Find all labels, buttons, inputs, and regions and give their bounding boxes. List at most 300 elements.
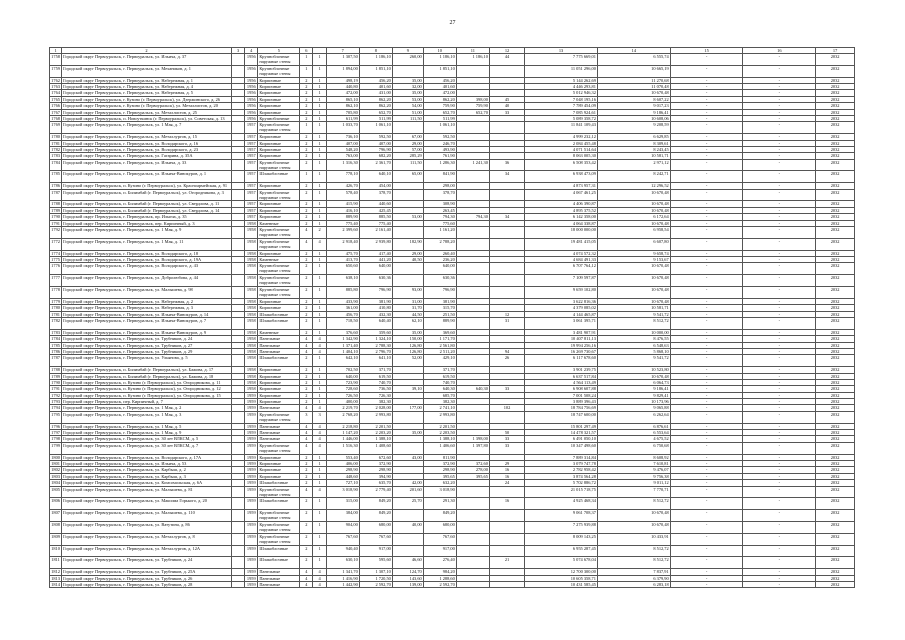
total-area-cell: 406,00 <box>326 461 359 467</box>
wall-material-cell <box>258 521 300 533</box>
completion-year-cell: 2032 <box>816 96 855 102</box>
floors-cell: 4 <box>300 569 313 575</box>
wall-material-text: Крупноблочные <box>259 238 290 244</box>
completion-year-cell: 2032 <box>816 348 855 354</box>
wall-material-text: Крупноблочные <box>259 287 290 292</box>
total-area-cell: 865,10 <box>326 96 359 102</box>
completion-year-cell: 2032 <box>816 171 855 183</box>
unit-cost-cell: 6 629,85 <box>597 134 670 140</box>
address-cell: Городской округ Первоуральск, г. Первоуральск, ул. 1 Мая, д. 5 <box>62 423 232 429</box>
wall-material-cell <box>258 263 300 275</box>
year-cell: 1959 <box>245 392 258 398</box>
total-cost-cell: 12 700 300,00 <box>525 569 598 575</box>
header-cell: 4 <box>245 48 258 54</box>
floors-cell: 2 <box>300 220 313 226</box>
blank-cell <box>231 238 244 250</box>
residential-area-cell: 378,70 <box>423 189 456 201</box>
floors-cell: 2 <box>300 454 313 460</box>
unit-cost-cell: 10 670,48 <box>597 90 670 96</box>
address-cell: Городской округ Первоуральск, г. Первоуральск, ул. Ульянова, д. 5 <box>62 355 232 367</box>
unit-cost-cell: 5 868,10 <box>597 348 670 354</box>
completion-year-cell: 2032 <box>816 298 855 304</box>
wall-material-text: Панельные <box>259 569 281 575</box>
wall-material-text: Кирпичные <box>259 454 282 460</box>
common-area-cell <box>392 275 423 287</box>
row-number-cell: 1758 <box>50 54 62 66</box>
year-cell: 1958 <box>245 367 258 373</box>
total-cost-cell: 5 012 946,32 <box>525 90 598 96</box>
total-cost-cell: 10 605 358,71 <box>525 575 598 581</box>
total-area-cell: 472,00 <box>326 90 359 96</box>
total-cost-cell: 11 051 296,00 <box>525 65 598 77</box>
year-cell: 1957 <box>245 207 258 213</box>
total-area-cell: 456,70 <box>326 311 359 317</box>
living-area-cell: 2 361,70 <box>359 159 392 171</box>
dash-mark: - <box>778 329 781 335</box>
total-area-cell: 1 316,30 <box>326 159 359 171</box>
year-cell: 1957 <box>245 153 258 159</box>
address-cell: Городской округ Первоуральск, г. Первоуральск, ул. Добролюбова, д. 44 <box>62 275 232 287</box>
wall-material-text: Кирпичные <box>259 109 282 115</box>
residential-area-cell: 381,90 <box>423 298 456 304</box>
completion-year-cell: 2032 <box>816 461 855 467</box>
address-cell: Городской округ Первоуральск, г. Первоуральск, ул. Малышева, д. 110 <box>62 510 232 522</box>
completion-year-cell: 2032 <box>816 423 855 429</box>
private-area-cell: 794,30 <box>456 214 489 220</box>
row-number-cell: 1809 <box>50 533 62 545</box>
extra-cell <box>670 159 743 171</box>
completion-year-cell: 2032 <box>816 305 855 311</box>
completion-year-cell: 2032 <box>816 336 855 342</box>
residents-cell: 16 <box>489 473 524 479</box>
total-cost-cell: 18 784 756,69 <box>525 405 598 411</box>
unit-cost-cell: 4 675,52 <box>597 436 670 442</box>
year-cell: 1957 <box>245 159 258 171</box>
blank-cell <box>231 581 244 587</box>
entrances-cell: 1 <box>313 122 326 134</box>
dash-mark: - <box>778 317 781 323</box>
header-cell: 9 <box>392 48 423 54</box>
completion-year-cell: 2032 <box>816 342 855 348</box>
common-area-cell: 126,80 <box>392 342 423 348</box>
residential-area-cell: 592,50 <box>423 134 456 140</box>
total-area-cell: 1 404,10 <box>326 348 359 354</box>
dash-mark: - <box>778 533 781 539</box>
total-area-cell: 2 219,70 <box>326 405 359 411</box>
table-row <box>50 263 855 275</box>
row-number-cell: 1772 <box>50 238 62 250</box>
wall-material-text: Кирпичные <box>259 473 282 479</box>
living-area-cell: 652,70 <box>359 109 392 115</box>
private-area-cell <box>456 171 489 183</box>
floors-cell: 2 <box>300 545 313 557</box>
living-area-cell: 641,10 <box>359 355 392 367</box>
floors-cell: 2 <box>300 201 313 207</box>
residential-area-cell: 1 161,20 <box>423 227 456 239</box>
dash-mark: - <box>705 183 708 189</box>
year-cell: 1959 <box>245 575 258 581</box>
private-area-cell: 395,65 <box>456 473 489 479</box>
completion-year-cell: 2032 <box>816 399 855 405</box>
extra-cell <box>670 122 743 134</box>
residents-cell: 102 <box>489 405 524 411</box>
wall-material-text: Каменные <box>259 220 279 226</box>
extra-cell <box>743 227 816 239</box>
total-cost-cell: 3 622 816,36 <box>525 298 598 304</box>
row-number-cell: 1769 <box>50 122 62 134</box>
residents-cell <box>489 411 524 423</box>
address-cell: Городской округ Первоуральск, п. Билимбай (г. Первоуральск), ул. Свердлова, д. 14 <box>62 207 232 213</box>
table-row <box>50 287 855 299</box>
year-cell: 1958 <box>245 305 258 311</box>
total-cost-cell: 19 481 415,05 <box>525 238 598 250</box>
entrances-cell: 1 <box>313 287 326 299</box>
total-area-cell: 640,00 <box>326 373 359 379</box>
address-cell: Городской округ Первоуральск, г. Первоуральск, ул. Карбыш, д. 2 <box>62 467 232 473</box>
unit-cost-cell: 8 512,72 <box>597 498 670 510</box>
dash-mark: - <box>778 263 781 269</box>
blank-cell <box>231 263 244 275</box>
private-area-cell <box>456 355 489 367</box>
address-cell: Городской округ Первоуральск, г. Первоуральск, ул. 1 Мая, д. 7 <box>62 122 232 134</box>
completion-year-cell: 2032 <box>816 480 855 486</box>
address-cell: Городской округ Первоуральск, г. Первоуральск, ул. Ильича, д. 53 <box>62 461 232 467</box>
total-cost-cell: 7 048 195,16 <box>525 96 598 102</box>
common-area-cell <box>392 442 423 454</box>
floors-cell: 2 <box>300 140 313 146</box>
living-area-cell: 431,00 <box>359 90 392 96</box>
living-area-cell: 849,20 <box>359 510 392 522</box>
row-number-cell: 1793 <box>51 399 60 405</box>
wall-material-cell <box>258 581 300 587</box>
residential-area-cell: 775,60 <box>423 220 456 226</box>
row-number-cell: 1780 <box>51 134 60 140</box>
year-cell: 1959 <box>245 521 258 533</box>
residential-area-cell: 889,90 <box>423 317 456 329</box>
wall-material-text: Каменные <box>259 329 279 335</box>
private-area-cell <box>456 545 489 557</box>
wall-material-text: Крупноблочные <box>259 65 290 71</box>
address-cell: Городской округ Первоуральск, г. Первоуральск, ул. Трубников, д. 25А <box>62 569 232 575</box>
address-cell: Городской округ Первоуральск, п. Кузино (г. Первоуральск), ул. Огородникова, д. 12 <box>62 386 232 392</box>
completion-year-cell: 2032 <box>816 329 855 335</box>
total-cost-cell: 4 406 390,87 <box>525 201 598 207</box>
address-cell: Городской округ Первоуральск, г. Первоуральск, ул. 1 Мая, д. 11 <box>62 238 232 250</box>
total-cost-cell: 21 015 718,75 <box>525 486 598 498</box>
extra-cell <box>743 275 816 287</box>
row-number-cell: 1801 <box>51 461 60 467</box>
blank-cell <box>231 510 244 522</box>
wall-material-text: Шлакоблочные <box>259 498 288 504</box>
total-area-cell: 718,50 <box>326 317 359 329</box>
residents-cell: 36 <box>489 159 524 171</box>
total-area-cell: 723,90 <box>326 379 359 385</box>
common-area-cell: 182,90 <box>392 238 423 250</box>
living-area-cell: 592,50 <box>359 134 392 140</box>
total-area-cell: 384,00 <box>326 510 359 522</box>
residential-area-cell: 3 018,90 <box>423 486 456 498</box>
year-cell: 1957 <box>245 201 258 207</box>
dash-mark: - <box>778 373 781 379</box>
total-area-cell: 778,10 <box>326 171 359 183</box>
total-cost-cell: 14 478 321,57 <box>525 430 598 436</box>
completion-year-cell: 2032 <box>816 220 855 226</box>
entrances-cell: 1 <box>313 557 326 569</box>
entrances-cell: 1 <box>313 317 326 329</box>
address-cell: Городской округ Первоуральск, г. Первоуральск, ул. Гагарина, д. 35А <box>62 153 232 159</box>
floors-cell: 2 <box>300 109 313 115</box>
header-cell: 1 <box>50 48 62 54</box>
total-area-cell: 642,10 <box>326 355 359 367</box>
address-cell: Городской округ Первоуральск, г. Первоуральск, ул. Володарского, д. 43 <box>62 263 232 275</box>
address-cell: Городской округ Первоуральск, п. Билимбай (г. Первоуральск), ул. Бажова, д. 17 <box>62 367 232 373</box>
row-number-cell: 1806 <box>50 498 62 510</box>
floors-cell: 4 <box>300 405 313 411</box>
living-area-cell: 1 408,60 <box>359 442 392 454</box>
total-cost-cell: 4 895 375,52 <box>525 207 598 213</box>
address-cell: Городской округ Первоуральск, п. Кузино (г. Первоуральск), ул. Огородникова, д. 15 <box>62 392 232 398</box>
floors-cell: 2 <box>300 461 313 467</box>
common-area-cell: 32,00 <box>392 83 423 89</box>
header-cell: 12 <box>489 48 524 54</box>
year-cell: 1956 <box>245 83 258 89</box>
residential-area-cell: 372,90 <box>423 461 456 467</box>
header-cell: 5 <box>258 48 300 54</box>
extra-cell <box>743 411 816 423</box>
completion-year-cell: 2032 <box>816 557 855 569</box>
living-area-cell: 432,30 <box>359 311 392 317</box>
dash-mark: - <box>778 480 781 486</box>
unit-cost-cell: 8 309,61 <box>597 140 670 146</box>
address-cell: Городской округ Первоуральск, г. Первоуральск, ул. Володарского, д. 19А <box>62 257 232 263</box>
blank-cell <box>231 486 244 498</box>
unit-cost-cell: 10 000,00 <box>597 329 670 335</box>
row-number-cell: 1798 <box>51 436 60 442</box>
unit-cost-cell: 10 670,48 <box>597 263 670 275</box>
living-area-cell: 378,70 <box>359 189 392 201</box>
wall-material-note: наружные стены <box>259 268 291 274</box>
dash-mark: - <box>705 461 708 467</box>
unit-cost-cell: 2 971,12 <box>597 159 670 171</box>
unit-cost-cell: 10 173,96 <box>597 399 670 405</box>
total-area-cell: 650,60 <box>326 263 359 275</box>
total-cost-cell: 5 074 678,04 <box>525 557 598 569</box>
entrances-cell: 4 <box>313 569 326 575</box>
living-area-cell: 1 307,10 <box>359 569 392 575</box>
extra-cell <box>743 498 816 510</box>
address-cell: Городской округ Первоуральск, г. Первоуральск, ул. Комсомольская, д. 6А <box>62 480 232 486</box>
residential-area-cell: 1 061,10 <box>423 122 456 134</box>
blank-cell <box>231 54 244 66</box>
private-area-cell <box>456 521 489 533</box>
unit-cost-cell: 6 607,80 <box>597 238 670 250</box>
floors-cell: 4 <box>300 342 313 348</box>
residential-area-cell: 794,30 <box>423 214 456 220</box>
total-area-cell: 407,00 <box>326 140 359 146</box>
wall-material-cell <box>258 287 300 299</box>
entrances-cell: 4 <box>313 405 326 411</box>
residents-cell: 26 <box>489 355 524 367</box>
total-cost-cell: 6 955 287,45 <box>525 545 598 557</box>
total-area-cell: 630,10 <box>326 557 359 569</box>
wall-material-text: Крупноблочные <box>259 189 290 195</box>
wall-material-cell <box>258 510 300 522</box>
dash-mark: - <box>778 183 781 189</box>
dash-mark: - <box>778 348 781 354</box>
total-area-cell: 376,60 <box>326 329 359 335</box>
extra-cell <box>670 54 743 66</box>
private-area-cell <box>456 263 489 275</box>
living-area-cell: 511,99 <box>359 115 392 121</box>
wall-material-text: Крупноблочные <box>259 122 290 128</box>
year-cell: 1957 <box>245 171 258 183</box>
blank-cell <box>231 498 244 510</box>
living-area-cell: 775,40 <box>359 220 392 226</box>
living-area-cell: 454,00 <box>359 183 392 189</box>
entrances-cell: 1 <box>313 379 326 385</box>
common-area-cell <box>392 122 423 134</box>
header-cell: 17 <box>816 48 855 54</box>
residential-area-cell: 680,00 <box>423 521 456 533</box>
year-cell: 1958 <box>245 298 258 304</box>
common-area-cell: 65,00 <box>392 171 423 183</box>
completion-year-cell: 2032 <box>816 257 855 263</box>
address-cell: Городской округ Первоуральск, г. Первоуральск, ул. Металлургов, д. 15 <box>62 134 232 140</box>
living-area-cell: 640,10 <box>359 171 392 183</box>
extra-cell <box>670 275 743 287</box>
completion-year-cell: 2032 <box>816 122 855 134</box>
floors-cell: 2 <box>300 467 313 473</box>
wall-material-text: Кирпичные <box>259 96 282 102</box>
dash-mark: - <box>778 510 781 516</box>
common-area-cell: 35,00 <box>392 90 423 96</box>
row-number-cell: 1785 <box>50 171 62 183</box>
entrances-cell: 4 <box>313 336 326 342</box>
unit-cost-cell: 7 770,71 <box>597 486 670 498</box>
wall-material-text: Крупноблочные <box>259 486 290 492</box>
floors-cell: 2 <box>300 379 313 385</box>
row-number-cell: 1791 <box>51 220 60 226</box>
floors-cell: 2 <box>300 305 313 311</box>
living-area-cell: 619,50 <box>359 373 392 379</box>
address-cell: Городской округ Первоуральск, г. Первоуральск, ул. Набережная, д. 3 <box>62 305 232 311</box>
year-cell: 1956 <box>245 109 258 115</box>
completion-year-cell: 2032 <box>816 238 855 250</box>
dash-mark: - <box>778 581 781 587</box>
unit-cost-cell: 10 581,71 <box>597 153 670 159</box>
living-area-cell: 796,90 <box>359 146 392 152</box>
unit-cost-cell: 8 607,22 <box>597 96 670 102</box>
address-cell: Городской округ Первоуральск, г. Первоуральск, ул. Малышева, д. 98 <box>62 287 232 299</box>
living-area-cell: 1 186,10 <box>359 54 392 66</box>
residential-area-cell: 263,45 <box>423 207 456 213</box>
year-cell: 1959 <box>245 545 258 557</box>
blank-cell <box>231 557 244 569</box>
wall-material-text: Шлакоблочные <box>259 557 288 563</box>
total-cost-cell: 5 702 886,72 <box>525 480 598 486</box>
floors-cell: 2 <box>300 115 313 121</box>
wall-material-text: Панельные <box>259 575 281 581</box>
total-area-cell: 1 442,90 <box>326 581 359 587</box>
residential-area-cell: 382,30 <box>423 399 456 405</box>
completion-year-cell: 2032 <box>816 103 855 109</box>
unit-cost-cell: 10 608,06 <box>597 115 670 121</box>
year-cell: 1956 <box>245 65 258 77</box>
residential-area-cell: 291,30 <box>423 498 456 510</box>
wall-material-text: Панельные <box>259 336 281 342</box>
residential-area-cell: 246,70 <box>423 140 456 146</box>
row-number-cell: 1778 <box>50 287 62 299</box>
total-cost-cell: 4 074 572,32 <box>525 250 598 256</box>
row-number-cell: 1780 <box>51 305 60 311</box>
residents-cell: 34 <box>489 171 524 183</box>
unit-cost-cell: 8 512,72 <box>597 545 670 557</box>
floors-cell: 4 <box>300 348 313 354</box>
total-area-cell: 1 416,90 <box>326 575 359 581</box>
floors-cell: 2 <box>300 311 313 317</box>
wall-material-text: Кирпичные <box>259 90 282 96</box>
address-cell: Городской округ Первоуральск, г. Первоуральск, ул. Володарского, д. 17А <box>62 454 232 460</box>
floors-cell: 2 <box>300 498 313 510</box>
completion-year-cell: 2032 <box>816 436 855 442</box>
year-cell: 1957 <box>245 122 258 134</box>
total-cost-cell: 2 084 455,48 <box>525 140 598 146</box>
address-cell: Городской округ Первоуральск, г. Первоуральск, ул. Трубников, д. 24 <box>62 336 232 342</box>
extra-cell <box>670 355 743 367</box>
entrances-cell: 1 <box>313 214 326 220</box>
residential-area-cell: 1 171,70 <box>423 336 456 342</box>
year-cell: 1959 <box>245 399 258 405</box>
unit-cost-cell: 9 829,41 <box>597 392 670 398</box>
floors-cell: 1 <box>300 54 313 66</box>
completion-year-cell: 2032 <box>816 498 855 510</box>
wall-material-note: наружные стены <box>259 194 291 200</box>
total-area-cell: 727,10 <box>326 480 359 486</box>
wall-material-text: Кирпичные <box>259 183 282 189</box>
dash-mark: - <box>705 399 708 405</box>
dash-mark: - <box>705 263 708 269</box>
residential-area-cell: 456,20 <box>423 77 456 83</box>
year-cell: 1959 <box>245 480 258 486</box>
dash-mark: - <box>778 227 781 233</box>
living-area-cell: 849,20 <box>359 498 392 510</box>
address-cell: Городской округ Первоуральск, г. Первоуральск, пр. Ильича, д. 35 <box>62 214 232 220</box>
total-cost-cell: 6 117 678,60 <box>525 355 598 367</box>
wall-material-text: Панельные <box>259 405 281 411</box>
total-cost-cell: 6 637 517,84 <box>525 373 598 379</box>
residential-area-cell: 2 201,50 <box>423 423 456 429</box>
common-area-cell: 260,00 <box>392 54 423 66</box>
dash-mark: - <box>705 545 708 551</box>
common-area-cell: 40,50 <box>392 257 423 263</box>
residents-cell: 21 <box>489 557 524 569</box>
dash-mark: - <box>705 442 708 448</box>
unit-cost-cell: 8 476,55 <box>597 336 670 342</box>
floors-cell: 2 <box>300 298 313 304</box>
completion-year-cell: 2032 <box>816 405 855 411</box>
address-cell: Городской округ Первоуральск, г. Первоуральск, ул. 30 лет ВЛКСМ, д. 5 <box>62 436 232 442</box>
dash-mark: - <box>778 386 781 392</box>
dash-mark: - <box>778 153 781 159</box>
dash-mark: - <box>705 498 708 504</box>
dash-mark: - <box>705 423 708 429</box>
completion-year-cell: 2032 <box>816 146 855 152</box>
wall-material-cell <box>258 227 300 239</box>
living-area-cell: 2 796,70 <box>359 348 392 354</box>
floors-cell: 2 <box>300 521 313 533</box>
total-area-cell: 763,00 <box>326 153 359 159</box>
floors-cell: 4 <box>300 575 313 581</box>
